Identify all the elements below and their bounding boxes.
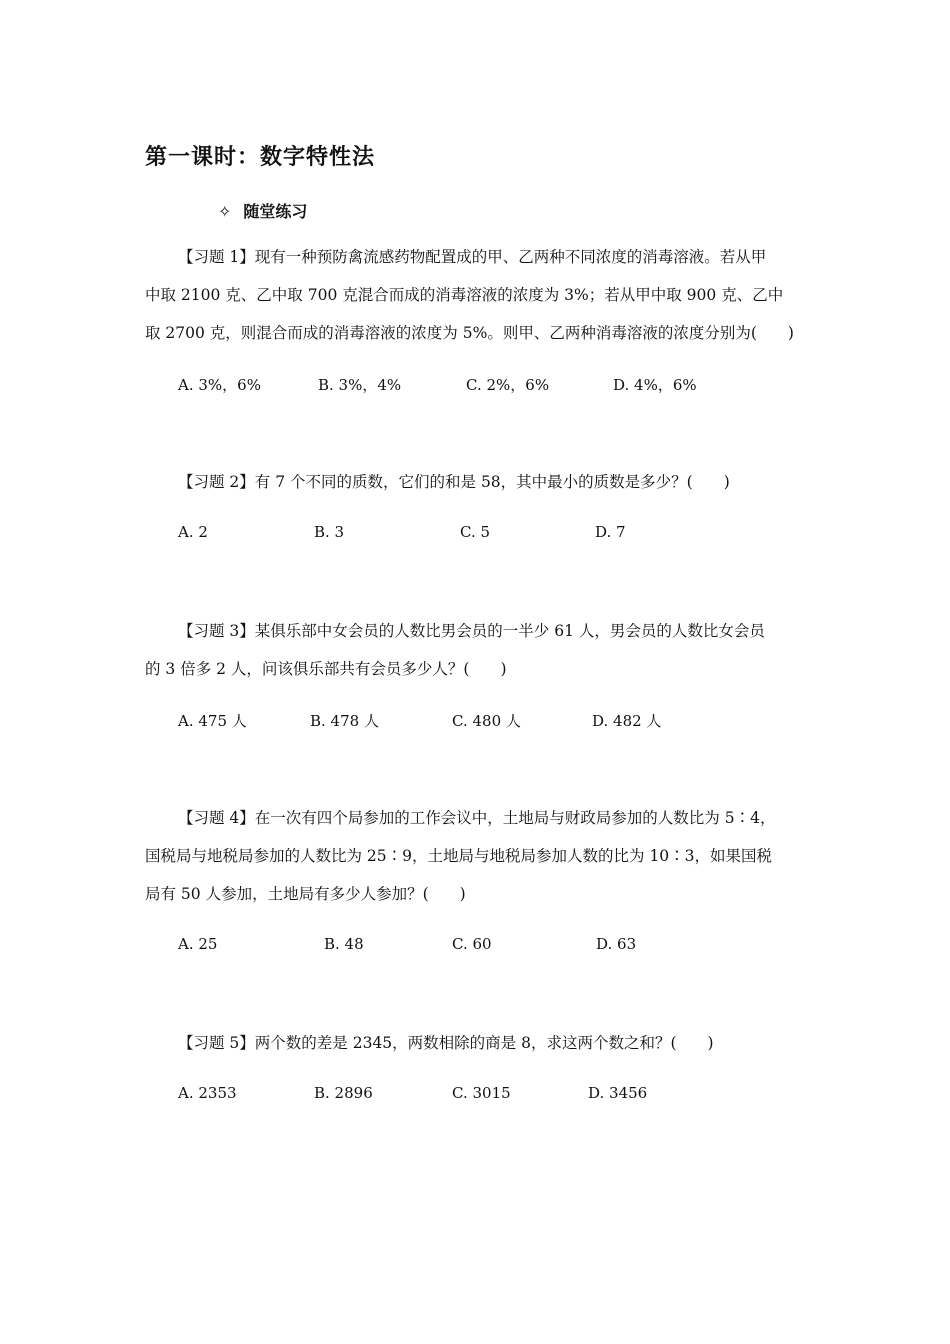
option-c: C. 3015 xyxy=(452,1084,511,1102)
question-2 xyxy=(145,463,810,501)
question-label: 【习题 4】 xyxy=(178,809,255,827)
question-4-line-3: 局有 50 人参加，土地局有多少人参加？( ) xyxy=(145,885,466,903)
question-1-line-2: 中取 2100 克、乙中取 700 克混合而成的消毒溶液的浓度为 3%；若从甲中取 900 克、乙中 xyxy=(145,286,784,304)
question-1-line-3: 取 2700 克，则混合而成的消毒溶液的浓度为 5%。则甲、乙两种消毒溶液的浓度分别为( ) xyxy=(145,324,794,342)
option-b: B. 3%，4% xyxy=(318,376,402,394)
question-4 xyxy=(145,799,810,913)
question-1 xyxy=(145,238,810,352)
option-d: D. 3456 xyxy=(588,1084,648,1102)
option-d: D. 482 人 xyxy=(592,712,662,730)
question-4-line-1: 【习题 4】在一次有四个局参加的工作会议中，土地局与财政局参加的人数比为 5∶4， xyxy=(178,809,776,827)
question-label: 【习题 2】 xyxy=(178,473,255,491)
question-3-line-2: 的 3 倍多 2 人，问该俱乐部共有会员多少人？( ) xyxy=(145,660,507,678)
option-d: D. 4%，6% xyxy=(613,376,697,394)
question-2-options xyxy=(178,523,828,547)
section-heading xyxy=(218,199,307,222)
option-c: C. 60 xyxy=(452,935,492,953)
option-a: A. 25 xyxy=(178,935,218,953)
question-1-options xyxy=(178,374,828,398)
question-3 xyxy=(145,612,810,688)
option-d: D. 7 xyxy=(595,523,626,541)
page-title: 第一课时：数字特性法 xyxy=(145,145,376,170)
question-3-line-1: 【习题 3】某俱乐部中女会员的人数比男会员的一半少 61 人，男会员的人数比女会员 xyxy=(178,622,765,640)
question-label: 【习题 5】 xyxy=(178,1034,255,1052)
option-c: C. 5 xyxy=(460,523,491,541)
option-b: B. 478 人 xyxy=(310,712,379,730)
option-d: D. 63 xyxy=(596,935,637,953)
question-5-line-1: 【习题 5】两个数的差是 2345，两数相除的商是 8，求这两个数之和？( ) xyxy=(178,1034,714,1052)
question-3-options xyxy=(178,710,828,734)
option-b: B. 2896 xyxy=(314,1084,373,1102)
section-heading-text: 随堂练习 xyxy=(243,202,308,221)
option-c: C. 2%，6% xyxy=(466,376,550,394)
question-label: 【习题 3】 xyxy=(178,622,255,640)
option-b: B. 48 xyxy=(324,935,364,953)
question-4-options xyxy=(178,935,828,959)
option-a: A. 475 人 xyxy=(178,712,247,730)
option-c: C. 480 人 xyxy=(452,712,521,730)
option-a: A. 2 xyxy=(178,523,208,541)
question-4-line-2: 国税局与地税局参加的人数比为 25∶9，土地局与地税局参加人数的比为 10∶3，如果国税 xyxy=(145,847,773,865)
question-5-options xyxy=(178,1084,828,1108)
question-1-line-1: 【习题 1】现有一种预防禽流感药物配置成的甲、乙两种不同浓度的消毒溶液。若从甲 xyxy=(178,248,767,266)
option-b: B. 3 xyxy=(314,523,345,541)
option-a: A. 3%，6% xyxy=(178,376,261,394)
option-a: A. 2353 xyxy=(178,1084,237,1102)
diamond-icon: ✧ xyxy=(218,202,232,221)
question-5 xyxy=(145,1024,810,1062)
question-label: 【习题 1】 xyxy=(178,248,255,266)
question-2-line-1: 【习题 2】有 7 个不同的质数，它们的和是 58，其中最小的质数是多少？( ) xyxy=(178,473,730,491)
